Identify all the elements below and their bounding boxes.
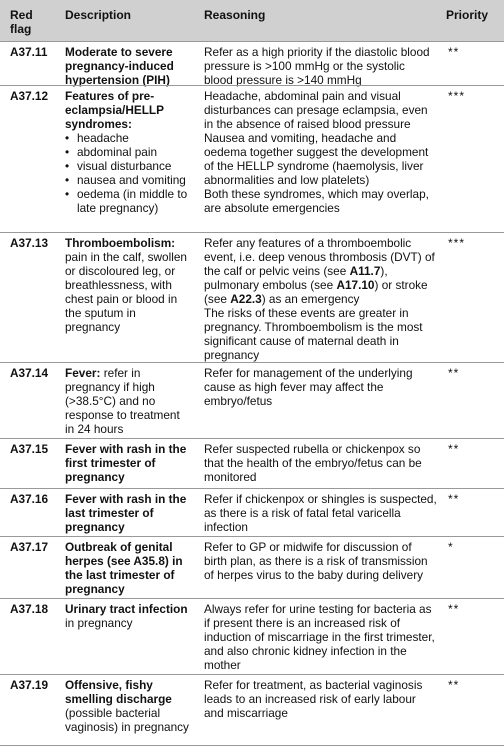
list-item: • oedema (in middle to late pregnancy): [65, 187, 188, 215]
row-description: [65, 442, 192, 484]
row-priority: **: [448, 366, 460, 380]
row-description-rest: in pregnancy: [65, 616, 133, 630]
row-code: A37.16: [10, 492, 49, 506]
table-row: [0, 488, 504, 537]
row-priority: **: [448, 602, 460, 616]
row-code: A37.18: [10, 602, 49, 616]
row-code: A37.12: [10, 89, 49, 103]
reasoning-paragraph: Nausea and vomiting, headache and oedema together suggest the development of the HELLP syndrome (haemolysis, liver abnormalities and low platelets): [204, 131, 429, 187]
reasoning-paragraph: Headache, abdominal pain and visual disturbances can presage eclampsia, even in the absence of raised blood pressure: [204, 89, 428, 131]
row-description-bold: Outbreak of genital herpes (see A35.8) in the last trimester of pregnancy: [65, 540, 183, 596]
row-priority: **: [448, 678, 460, 692]
row-reasoning: Refer as a high priority if the diastolic blood pressure is >100 mmHg or the systolic blood pressure is >140 mmHg: [204, 45, 430, 87]
row-description-rest: pain in the calf, swollen or discoloured leg, or breathlessness, with chest pain or blood in the sputum in pregnancy: [65, 250, 187, 334]
row-priority: **: [448, 45, 460, 59]
list-item: • abdominal pain: [65, 145, 158, 159]
reasoning-paragraph: The risks of these events are greater in pregnancy. Thromboembolism is the most significant cause of maternal death in pregnancy: [204, 306, 423, 362]
row-description: [65, 366, 192, 436]
cross-reference: A22.3: [230, 292, 262, 306]
row-reasoning: Refer suspected rubella or chickenpox so that the health of the embryo/fetus can be monitored: [204, 442, 422, 484]
row-reasoning: Refer for management of the underlying cause as high fever may affect the embryo/fetus: [204, 366, 413, 408]
row-description: [65, 45, 192, 87]
row-reasoning: Refer for treatment, as bacterial vaginosis leads to an increased risk of early labour and miscarriage: [204, 678, 423, 720]
row-description: [65, 492, 192, 534]
row-description-rest: refer in pregnancy if high (>38.5°C) and no response to treatment in 24 hours: [65, 366, 180, 436]
table-row: [0, 438, 504, 489]
row-description-bold: Fever with rash in the last trimester of pregnancy: [65, 492, 187, 534]
table-row: [0, 536, 504, 599]
list-item: • headache: [65, 131, 129, 145]
list-item: • nausea and vomiting: [65, 173, 186, 187]
row-reasoning: Refer if chickenpox or shingles is suspected, as there is a risk of fatal fetal varicella infection: [204, 492, 437, 534]
header-red-flag: [10, 8, 33, 36]
row-code: A37.14: [10, 366, 49, 380]
row-description-rest: (possible bacterial vaginosis) in pregnancy: [65, 706, 189, 734]
symptom-list: [65, 131, 192, 215]
row-code: A37.15: [10, 442, 49, 456]
row-priority: ***: [448, 89, 466, 103]
row-priority: **: [448, 492, 460, 506]
row-description: [65, 236, 192, 334]
header-red-flag-line1: Red: [10, 8, 33, 22]
table-row: [0, 598, 504, 675]
row-description: [65, 602, 192, 630]
table-row: [0, 362, 504, 439]
table-row: [0, 674, 504, 746]
bullet-icon: •: [65, 131, 70, 145]
header-reasoning: Reasoning: [204, 8, 266, 22]
row-description-bold: Fever with rash in the first trimester of pregnancy: [65, 442, 187, 484]
row-priority: *: [448, 540, 454, 554]
table-header: [0, 0, 504, 42]
bullet-icon: •: [65, 159, 70, 173]
row-description: [65, 540, 192, 596]
row-reasoning: Refer to GP or midwife for discussion of birth plan, as there is a risk of transmission of herpes virus to the baby during delivery: [204, 540, 428, 582]
reasoning-paragraph: Both these syndromes, which may overlap, are absolute emergencies: [204, 187, 429, 215]
cross-reference: A11.7: [349, 264, 381, 278]
row-priority: **: [448, 442, 460, 456]
bullet-icon: •: [65, 145, 70, 159]
header-description: Description: [65, 8, 132, 22]
bullet-icon: •: [65, 187, 70, 201]
row-code: A37.11: [10, 45, 48, 59]
table-row: [0, 232, 504, 363]
table-row: [0, 85, 504, 233]
row-description-bold: Thromboembolism:: [65, 236, 176, 250]
row-reasoning: Always refer for urine testing for bacteria as if present there is an increased risk of induction of miscarriage in the first trimester, and also chronic kidney infection in the mother: [204, 602, 435, 672]
header-red-flag-line2: flag: [10, 22, 32, 36]
table-row: [0, 41, 504, 86]
row-code: A37.19: [10, 678, 49, 692]
row-description-bold: Moderate to severe pregnancy-induced hypertension (PIH): [65, 45, 174, 87]
row-reasoning: [204, 236, 437, 362]
row-description-bold: Fever:: [65, 366, 101, 380]
row-reasoning: [204, 89, 437, 215]
row-code: A37.17: [10, 540, 49, 554]
row-description: [65, 678, 192, 734]
header-priority: Priority: [446, 8, 489, 22]
row-description-bold: Offensive, fishy smelling discharge: [65, 678, 172, 706]
row-description-bold: Features of pre-eclampsia/HELLP syndromes:: [65, 89, 164, 131]
reasoning-paragraph: Refer any features of a thromboembolic event, i.e. deep venous thrombosis (DVT) of the calf or pelvic veins (see A11.7), pulmonary embolus (see A17.10) or stroke (see A22.3) as an emergency: [204, 236, 435, 306]
bullet-icon: •: [65, 173, 70, 187]
row-code: A37.13: [10, 236, 49, 250]
list-item: • visual disturbance: [65, 159, 172, 173]
cross-reference: A17.10: [336, 278, 375, 292]
row-priority: ***: [448, 236, 466, 250]
row-description-bold: Urinary tract infection: [65, 602, 188, 616]
row-description: [65, 89, 192, 215]
